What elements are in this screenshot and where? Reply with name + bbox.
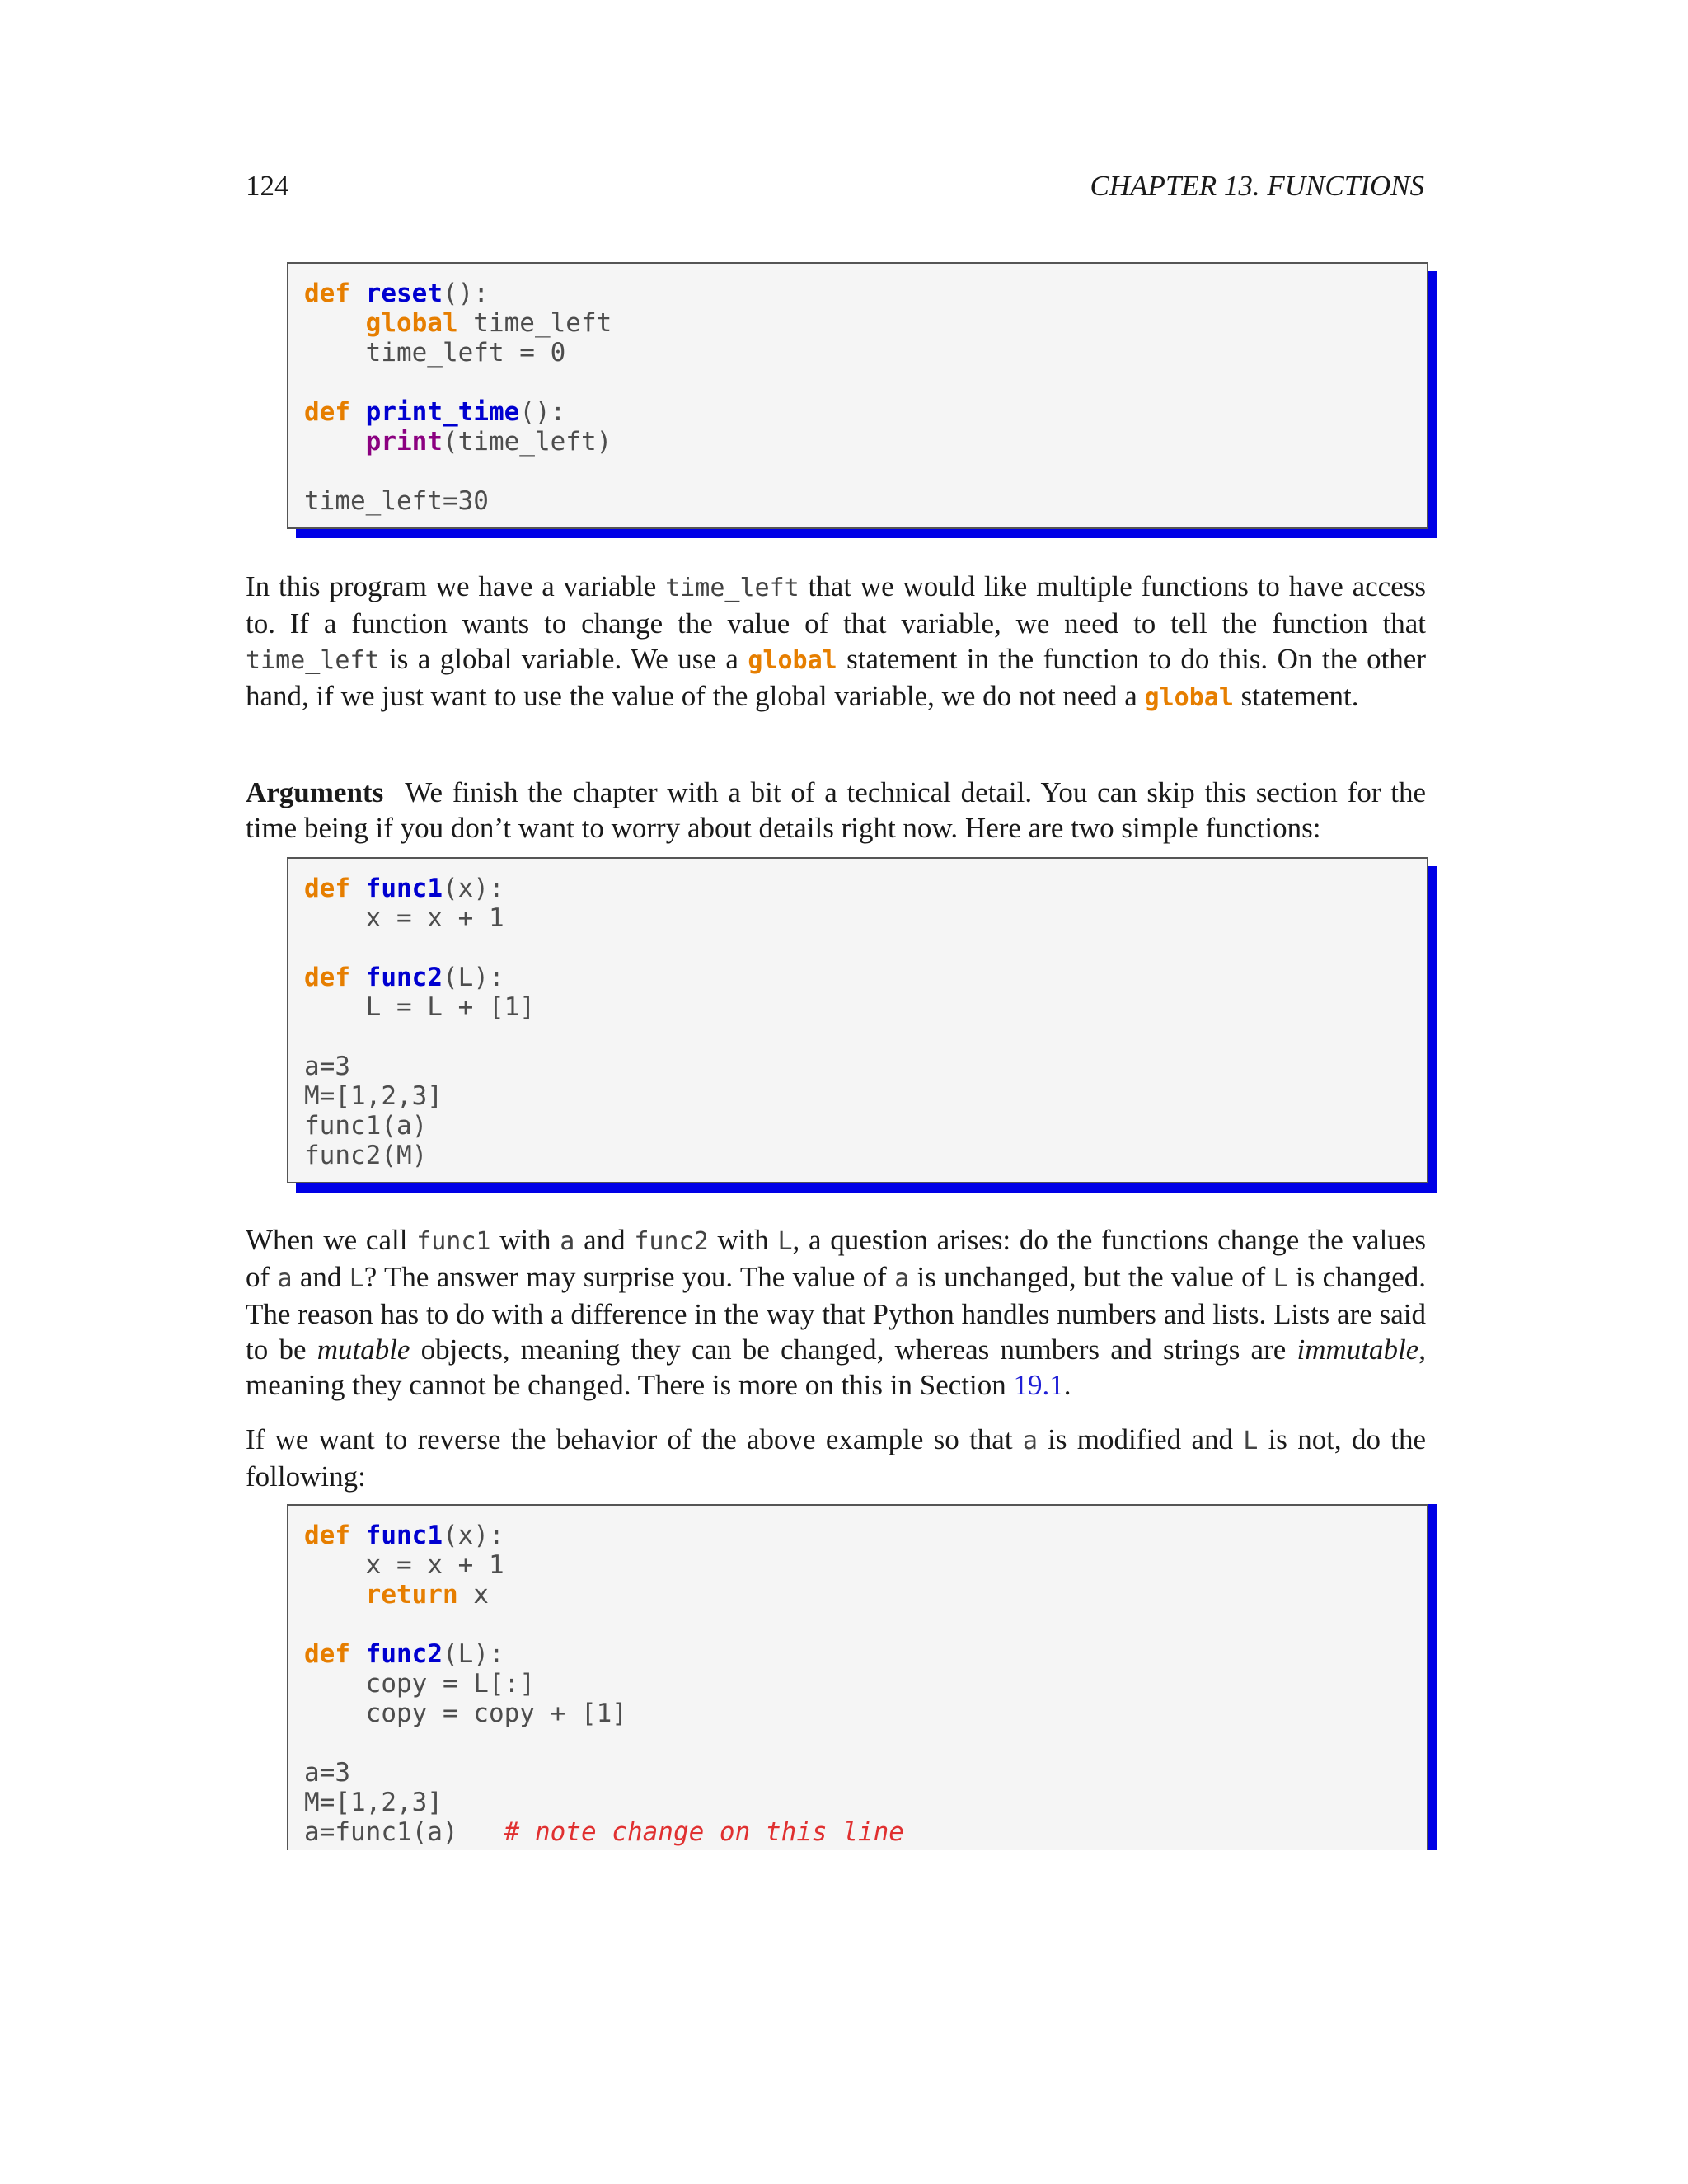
code-listing-reset	[287, 262, 1428, 529]
code-line: L = L + [1]	[304, 992, 535, 1022]
code-blank-line	[304, 1610, 1427, 1639]
code-blank-line	[304, 1022, 1427, 1052]
code-line: return x	[365, 1580, 489, 1610]
code-line: copy = L[:]	[304, 1669, 535, 1699]
code-line: print(time_left)	[365, 427, 612, 457]
code-line: x = x + 1	[304, 903, 504, 933]
code-line: copy = copy + [1]	[304, 1699, 627, 1728]
code-line: func1(a)	[304, 1111, 428, 1141]
code-line: a=3	[304, 1052, 350, 1081]
code-blank-line	[304, 933, 1427, 963]
code-line: a=3	[304, 1758, 350, 1788]
code-line: def func1(x):	[304, 874, 504, 903]
page-number: 124	[246, 170, 289, 202]
code-line: def func1(x):	[304, 1521, 504, 1550]
paragraph-global-variables: In this program we have a variable time_left that we would like multiple functions to have access to. If a function wants to change the value of that variable, we need to tell the function that time_left is a global variable. We use a global statement in the function to do this. On the other hand, if we just want to use the value of the global variable, we do not need a global statement.	[246, 570, 1426, 712]
section-reference-link[interactable]: 19.1	[1013, 1369, 1064, 1401]
paragraph-mutable-immutable: When we call func1 with a and func2 with L, a question arises: do the functions change the values of a and L? The answer may surprise you. The value of a is unchanged, but the value of L is changed. The reason has to do with a difference in the way that Python handles numbers and lists. Lists are said to be mutable objects, meaning they can be changed, whereas numbers and strings are immutable, meaning they cannot be changed. There is more on this in Section 19.1.	[246, 1224, 1427, 1401]
paragraph-reverse-behavior: If we want to reverse the behavior of the above example so that a is modified and L is not, do the following:	[246, 1423, 1426, 1493]
code-line: def print_time():	[304, 397, 566, 427]
section-heading-arguments: Arguments	[246, 776, 384, 808]
code-line: M=[1,2,3]	[304, 1081, 443, 1111]
code-line: func2(M)	[304, 1141, 428, 1170]
code-line: time_left = 0	[304, 338, 566, 368]
code-comment: # note change on this line	[504, 1817, 904, 1847]
code-blank-line	[304, 368, 1427, 397]
code-line: x = x + 1	[304, 1550, 504, 1580]
code-line: global time_left	[365, 308, 612, 338]
code-blank-line	[304, 1728, 1427, 1758]
code-listing-func1-func2	[287, 857, 1428, 1183]
paragraph-arguments: Arguments We finish the chapter with a bit of a technical detail. You can skip this section for the time being if you don’t want to worry about details right now. Here are two simple functions:	[246, 776, 1426, 844]
code-line: time_left=30	[304, 486, 489, 516]
code-line: def func2(L):	[304, 1639, 504, 1669]
code-line: a=func1(a) # note change on this line	[304, 1817, 904, 1847]
running-head	[246, 170, 1424, 203]
code-line: M=[1,2,3]	[304, 1788, 443, 1817]
code-blank-line	[304, 457, 1427, 486]
code-line: def reset():	[304, 279, 489, 308]
code-listing-reversed	[287, 1504, 1428, 1850]
chapter-title: CHAPTER 13. FUNCTIONS	[1090, 170, 1424, 202]
code-line: def func2(L):	[304, 963, 504, 992]
